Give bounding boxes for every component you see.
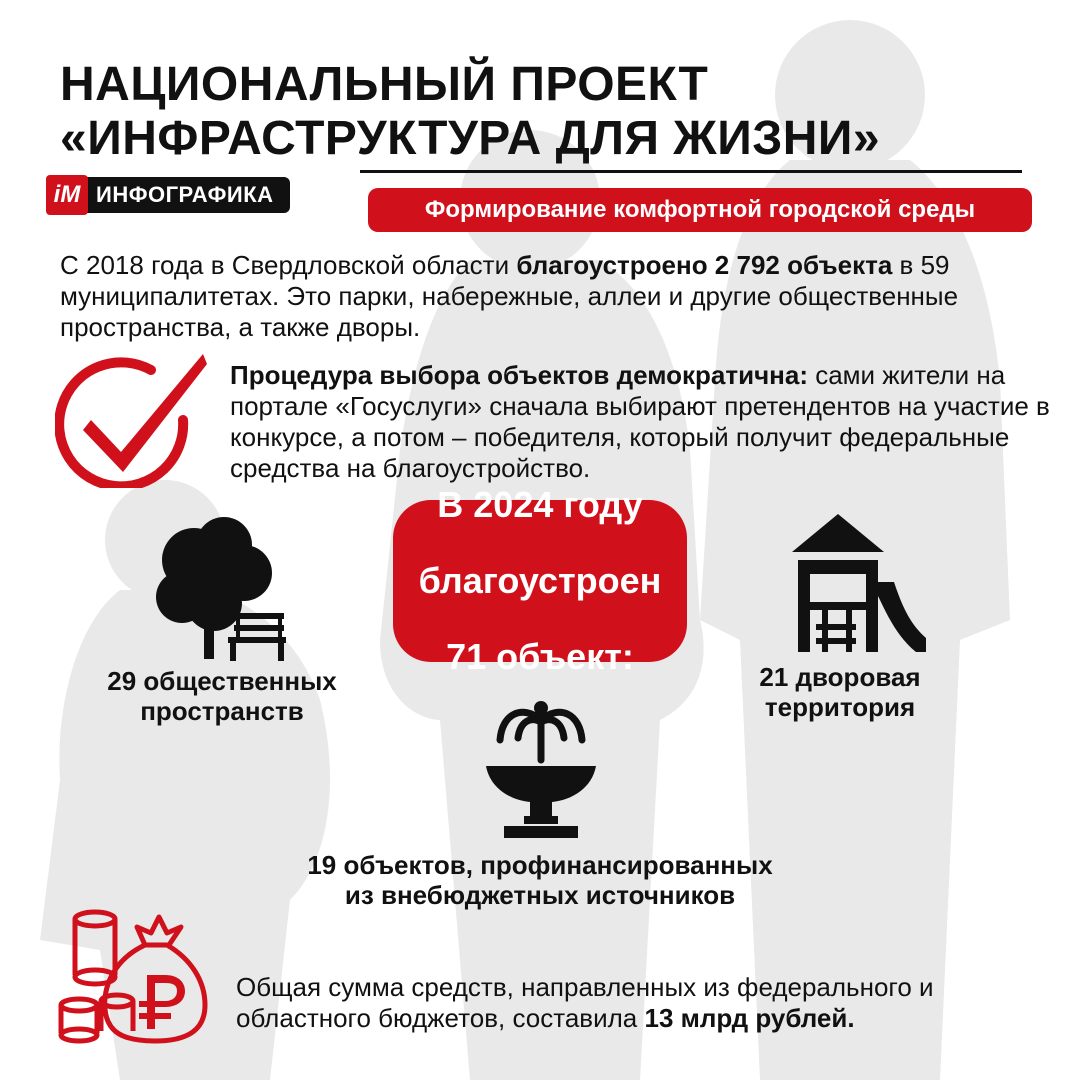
tree-bench-icon <box>152 515 292 663</box>
title-line-2: «ИНФРАСТРУКТУРА ДЛЯ ЖИЗНИ» <box>60 112 881 165</box>
highlight-line-1: В 2024 году <box>437 484 643 525</box>
title-line-1: НАЦИОНАЛЬНЫЙ ПРОЕКТ <box>60 58 709 111</box>
brand-tag: ИНФОГРАФИКА <box>84 177 290 213</box>
money-bag-icon <box>55 905 215 1045</box>
brand-badge <box>46 176 290 214</box>
stat-public-spaces-line-1: 29 общественных <box>107 666 337 696</box>
procedure-rest: сами жители на портале «Госуслуги» сначала выбирают претендентов на участие в конкурсе, а потом – победителя, который получит федеральные средства на благоустройство. <box>230 360 1050 483</box>
stat-extrabudget-line-1: 19 объектов, профинансированных <box>307 850 773 880</box>
fountain-icon <box>482 700 600 840</box>
total-lead: Общая сумма средств, направленных из федерального и областного бюджетов, составила <box>236 972 934 1033</box>
procedure-text <box>230 360 1050 484</box>
procedure-bold: Процедура выбора объектов демократична: <box>230 360 808 390</box>
page-title <box>60 58 880 166</box>
stat-extrabudget <box>240 850 840 910</box>
title-divider <box>360 170 1022 173</box>
stat-public-spaces-line-2: пространств <box>140 696 304 726</box>
highlight-line-3: 71 объект: <box>446 636 634 677</box>
intro-bold: благоустроено 2 792 объекта <box>516 250 893 280</box>
highlight-line-2: благоустроен <box>418 560 662 601</box>
playground-icon <box>786 512 931 654</box>
intro-lead: С 2018 года в Свердловской области <box>60 250 517 280</box>
intro-rest: в 59 муниципалитетах. Это парки, набережные, аллеи и другие общественные пространства, а также дворы. <box>60 250 959 342</box>
stat-public-spaces <box>62 666 382 726</box>
section-label: Формирование комфортной городской среды <box>368 188 1032 232</box>
stat-yards <box>690 662 990 722</box>
intro-text <box>60 250 1040 343</box>
total-text <box>236 972 1036 1034</box>
checkmark-icon <box>55 348 215 488</box>
stat-yards-line-1: 21 дворовая <box>759 662 921 692</box>
total-bold: 13 млрд рублей. <box>644 1003 855 1033</box>
stat-yards-line-2: территория <box>764 692 916 722</box>
stat-extrabudget-line-2: из внебюджетных источников <box>344 880 736 910</box>
highlight-box <box>393 484 687 677</box>
brand-logo: iМ <box>46 175 88 215</box>
